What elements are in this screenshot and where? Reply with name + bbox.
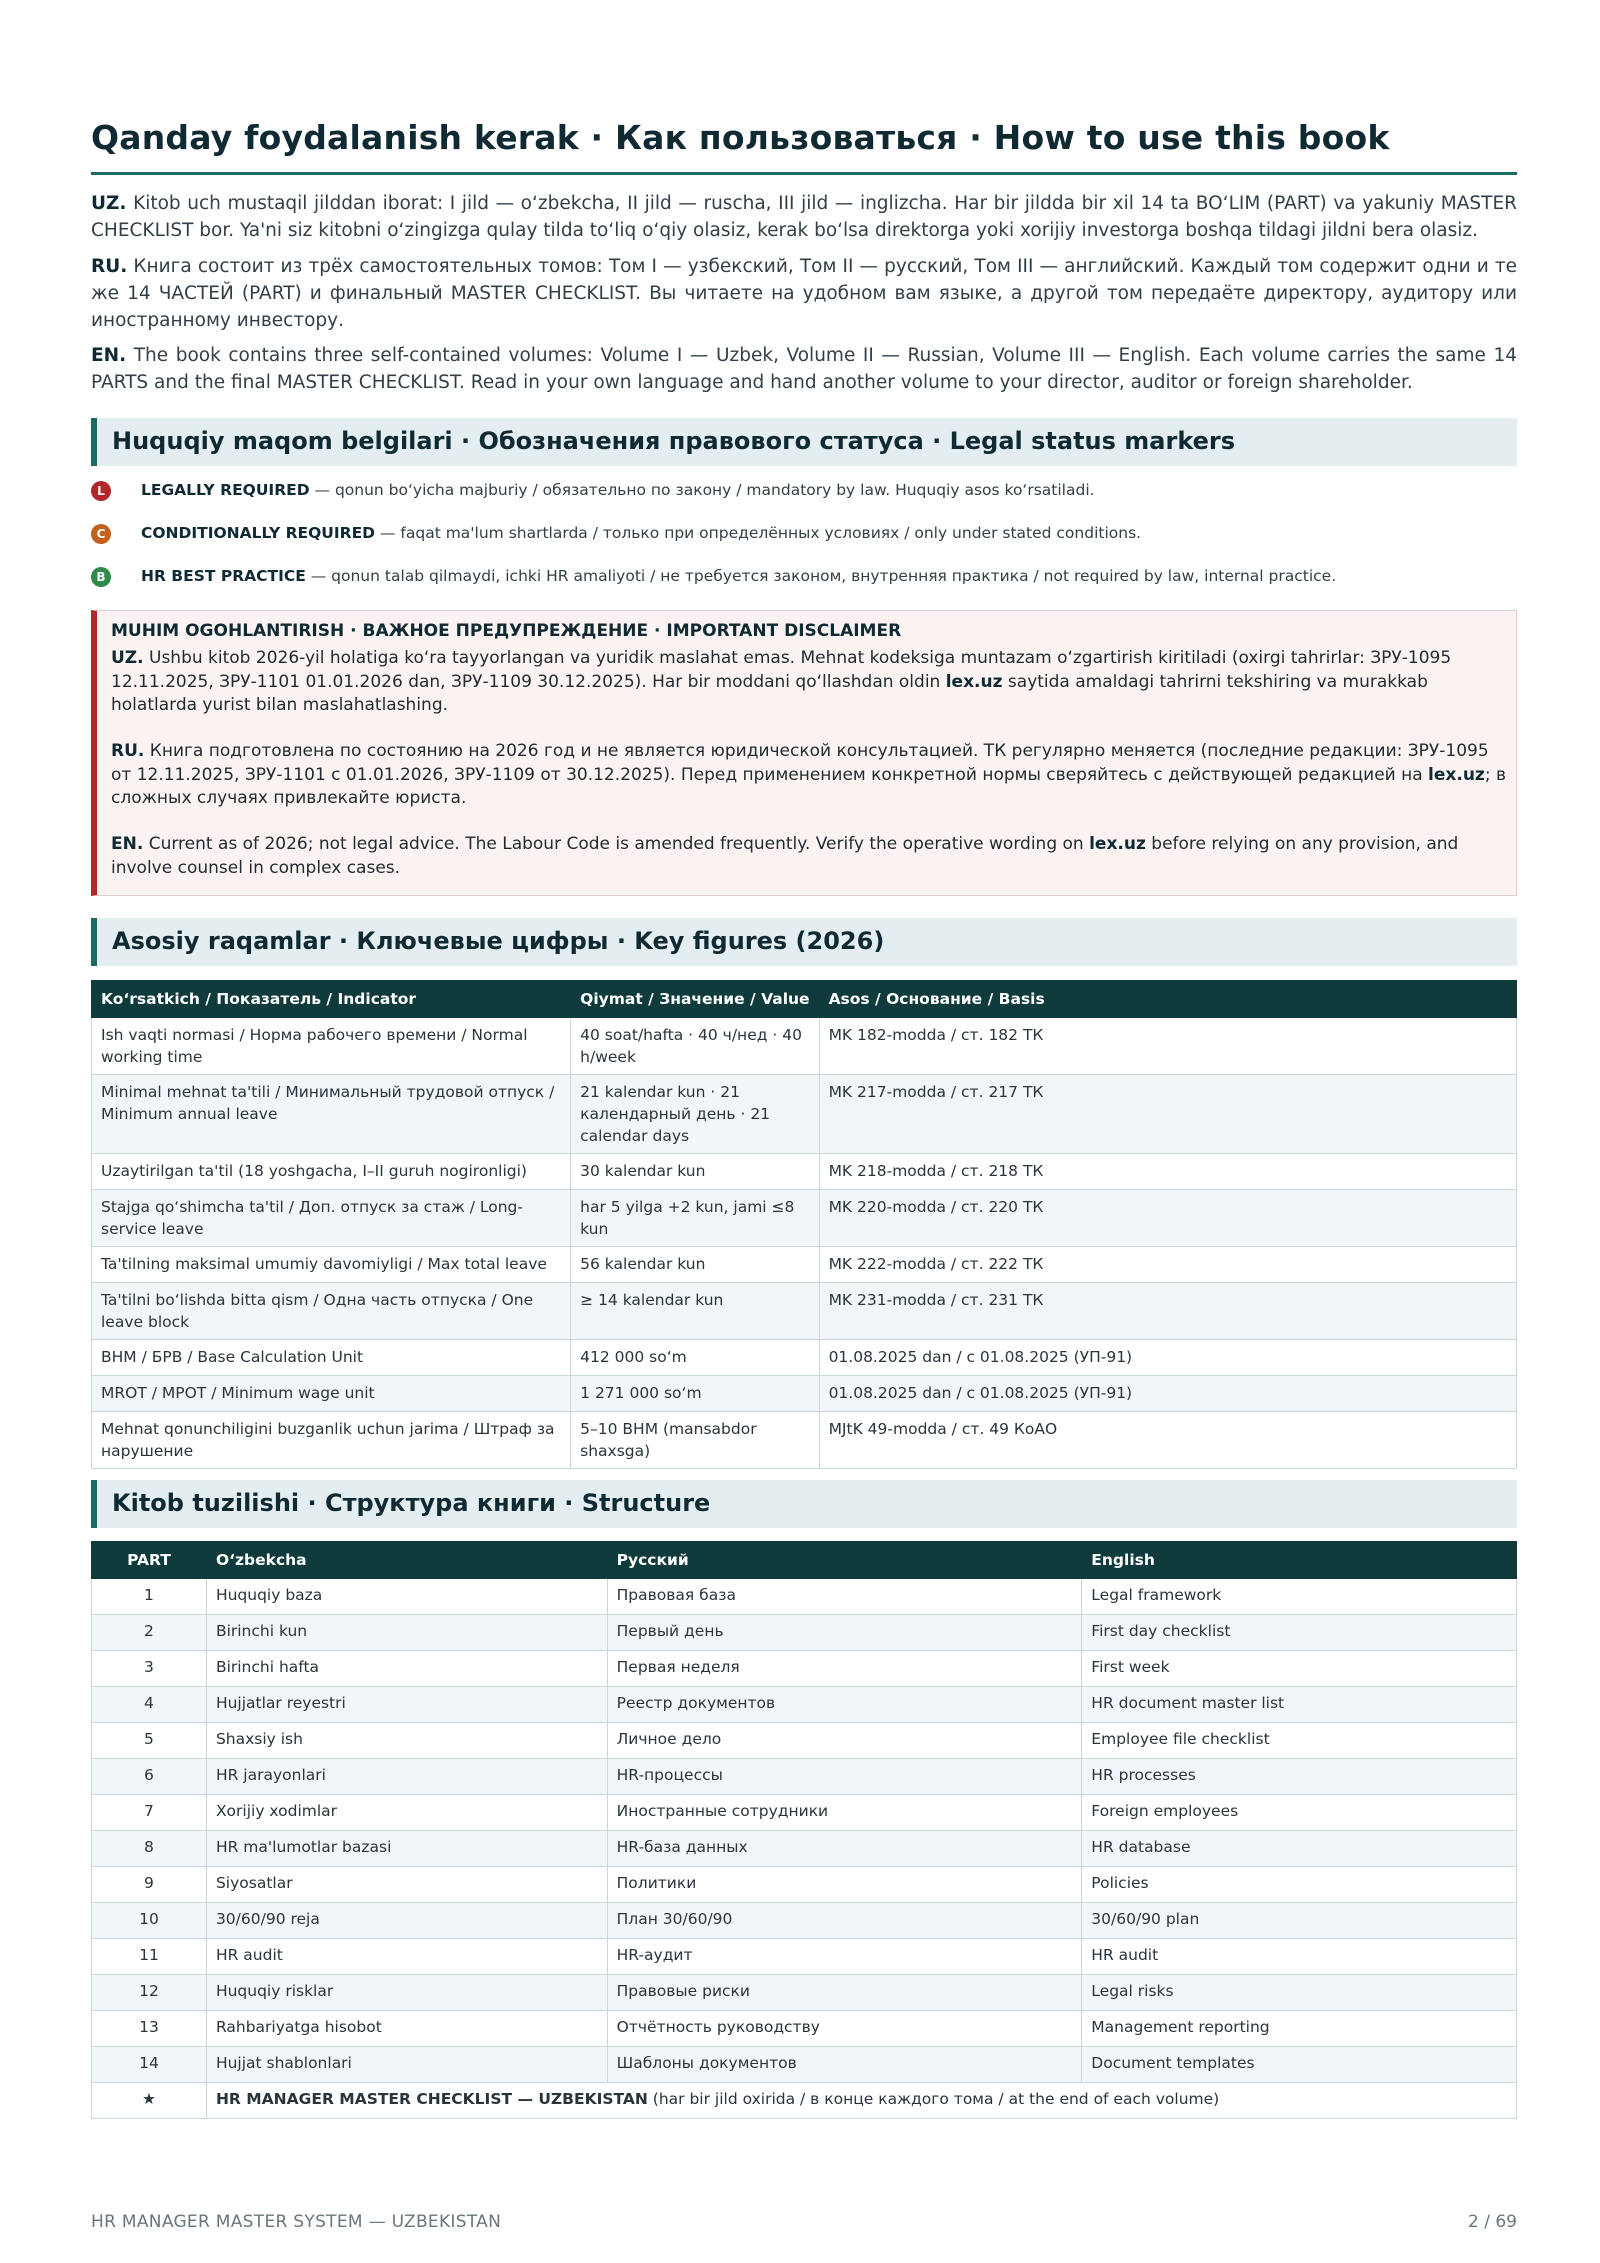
legal-marker-icon: L: [91, 481, 111, 501]
page-number: 2 / 69: [1468, 2212, 1517, 2232]
table-cell: Xorijiy xodimlar: [206, 1795, 607, 1831]
table-cell: [206, 2083, 1516, 2119]
table-cell: First day checklist: [1082, 1615, 1517, 1651]
table-cell: 01.08.2025 dan / с 01.08.2025 (УП-91): [819, 1340, 1516, 1376]
part-number: 5: [92, 1723, 207, 1759]
table-cell: MK 222-modda / ст. 222 ТК: [819, 1247, 1516, 1283]
table-cell: Ish vaqti normasi / Норма рабочего времени / Normal working time: [92, 1018, 571, 1075]
table-cell: MK 217-modda / ст. 217 ТК: [819, 1075, 1516, 1154]
intro-ru: [91, 253, 1517, 334]
table-cell: HR-аудит: [607, 1939, 1082, 1975]
table-cell: MK 182-modda / ст. 182 ТК: [819, 1018, 1516, 1075]
marker-description: — faqat ma'lum shartlarda / только при определённых условиях / only under stated conditions.: [375, 524, 1142, 542]
table-cell: HR-база данных: [607, 1831, 1082, 1867]
disclaimer-text: saytida amaldagi tahrirni tekshiring va murakkab holatlarda yurist bilan maslahatlashing.: [111, 671, 1428, 715]
table-cell: Foreign employees: [1082, 1795, 1517, 1831]
marker-description: — qonun talab qilmaydi, ichki HR amaliyoti / не требуется законом, внутренняя практика / not required by law, internal practice.: [305, 567, 1337, 585]
star-icon: ★: [92, 2083, 207, 2119]
table-cell: Ta'tilning maksimal umumiy davomiyligi / Max total leave: [92, 1247, 571, 1283]
part-number: 7: [92, 1795, 207, 1831]
table-row: [92, 1075, 1517, 1154]
table-cell: Первая неделя: [607, 1651, 1082, 1687]
table-row: [92, 1615, 1517, 1651]
table-row: [92, 1412, 1517, 1469]
table-cell: Stajga qo‘shimcha ta'til / Доп. отпуск за стаж / Long-service leave: [92, 1190, 571, 1247]
table-cell: Management reporting: [1082, 2011, 1517, 2047]
intro-lang-label: UZ.: [91, 193, 127, 214]
key-figures-table: [91, 980, 1517, 1469]
disclaimer-text: Current as of 2026; not legal advice. The Labour Code is amended frequently. Verify the operative wording on: [148, 834, 1090, 854]
table-cell: Legal risks: [1082, 1975, 1517, 2011]
part-number: 6: [92, 1759, 207, 1795]
table-row: [92, 1831, 1517, 1867]
table-row: [92, 1579, 1517, 1615]
marker-legally-required: [91, 478, 1517, 508]
part-number: 1: [92, 1579, 207, 1615]
table-cell: HR audit: [206, 1939, 607, 1975]
table-row: [92, 1376, 1517, 1412]
marker-label: LEGALLY REQUIRED: [141, 481, 310, 499]
column-header: Qiymat / Значение / Value: [571, 981, 819, 1018]
table-cell: Birinchi hafta: [206, 1651, 607, 1687]
lex-uz-link[interactable]: lex.uz: [1428, 764, 1485, 785]
table-cell: Правовая база: [607, 1579, 1082, 1615]
disclaimer-uz: [111, 647, 1506, 718]
lex-uz-link[interactable]: lex.uz: [945, 671, 1003, 692]
table-cell: HR processes: [1082, 1759, 1517, 1795]
disclaimer-text: Книга подготовлена по состоянию на 2026 год и не является юридической консультацией. ТК регулярно меняется (последние редакции: ЗРУ-1095 от 12.11.2025, ЗРУ-1101 с 01.01.2026, ЗРУ-1109 от 30.12.2025). Перед применением конкретной нормы сверяйтесь с действующей редакцией на: [111, 741, 1489, 785]
disclaimer-ru: [111, 740, 1506, 811]
table-cell: 56 kalendar kun: [571, 1247, 819, 1283]
table-row: [92, 1759, 1517, 1795]
table-row: [92, 1795, 1517, 1831]
table-row: [92, 1975, 1517, 2011]
column-header: Русский: [607, 1542, 1082, 1579]
table-cell: HR document master list: [1082, 1687, 1517, 1723]
table-cell: First week: [1082, 1651, 1517, 1687]
table-row: [92, 1867, 1517, 1903]
table-cell: HR-процессы: [607, 1759, 1082, 1795]
table-cell: Siyosatlar: [206, 1867, 607, 1903]
table-cell: Uzaytirilgan ta'til (18 yoshgacha, I–II guruh nogironligi): [92, 1154, 571, 1190]
table-row: [92, 1154, 1517, 1190]
part-number: 11: [92, 1939, 207, 1975]
table-row: [92, 1340, 1517, 1376]
table-cell: 01.08.2025 dan / с 01.08.2025 (УП-91): [819, 1376, 1516, 1412]
marker-label: CONDITIONALLY REQUIRED: [141, 524, 376, 542]
table-cell: 5–10 BHM (mansabdor shaxsga): [571, 1412, 819, 1469]
table-cell: Hujjat shablonlari: [206, 2047, 607, 2083]
best-practice-marker-icon: B: [91, 567, 111, 587]
table-cell: Policies: [1082, 1867, 1517, 1903]
part-number: 9: [92, 1867, 207, 1903]
section-heading-text: Huquqiy maqom belgilari · Обозначения правового статуса · Legal status markers: [112, 427, 1236, 455]
intro-en: [91, 342, 1517, 396]
table-cell: Huquqiy risklar: [206, 1975, 607, 2011]
table-cell: 30 kalendar kun: [571, 1154, 819, 1190]
disclaimer-text: Ushbu kitob 2026-yil holatiga ko‘ra tayyorlangan va yuridik maslahat emas. Mehnat kodeksiga muntazam o‘zgartirish kiritiladi (oxirgi tahrirlar: ЗРУ-1095 12.11.2025, ЗРУ-1101 01.01.2026 dan, ЗРУ-1109 30.12.2025). Har bir moddani qo‘llashdan oldin: [111, 648, 1452, 692]
table-row: [92, 2011, 1517, 2047]
table-cell: Shaxsiy ish: [206, 1723, 607, 1759]
part-number: 13: [92, 2011, 207, 2047]
intro-text: Книга состоит из трёх самостоятельных томов: Том I — узбекский, Том II — русский, Том III — английский. Каждый том содержит одни и те же 14 ЧАСТЕЙ (PART) и финальный MASTER CHECKLIST. Вы читаете на удобном вам языке, а другой том передаёте директору, аудитору или иностранному инвестору.: [91, 256, 1517, 331]
lex-uz-link[interactable]: lex.uz: [1089, 834, 1146, 854]
table-cell: Личное дело: [607, 1723, 1082, 1759]
intro-text: Kitob uch mustaqil jilddan iborat: I jild — o‘zbekcha, II jild — ruscha, III jild — inglizcha. Har bir jildda bir xil 14 ta BO‘LIM (PART) va yakuniy MASTER CHECKLIST bor. Ya'ni siz kitobni o‘zingizga qulay tilda to‘liq o‘qiy olasiz, kerak bo‘lsa direktorga yoki xorijiy investorga boshqa tildagi jildni bera olasiz.: [91, 193, 1517, 241]
disclaimer-text: before relying on any provision, and involve counsel in complex cases.: [111, 834, 1459, 878]
table-cell: BHM / БРВ / Base Calculation Unit: [92, 1340, 571, 1376]
structure-table: [91, 1541, 1517, 2119]
section-heading-key-figures: [91, 918, 1517, 966]
disclaimer-en: [111, 833, 1506, 880]
marker-best-practice: [91, 564, 1517, 594]
page-title: Qanday foydalanish kerak · Как пользоваться · How to use this book: [91, 118, 1390, 157]
table-cell: Ta'tilni bo‘lishda bitta qism / Одна часть отпуска / One leave block: [92, 1283, 571, 1340]
disclaimer-title: MUHIM OGOHLANTIRISH · ВАЖНОЕ ПРЕДУПРЕЖДЕНИЕ · IMPORTANT DISCLAIMER: [111, 621, 902, 641]
table-cell: 30/60/90 plan: [1082, 1903, 1517, 1939]
table-row: [92, 2047, 1517, 2083]
table-cell: Шаблоны документов: [607, 2047, 1082, 2083]
column-header: PART: [92, 1542, 207, 1579]
intro-lang-label: EN.: [91, 345, 127, 366]
table-row: [92, 1283, 1517, 1340]
table-cell: MK 220-modda / ст. 220 ТК: [819, 1190, 1516, 1247]
column-header: O‘zbekcha: [206, 1542, 607, 1579]
table-row: [92, 1018, 1517, 1075]
column-header: Ko‘rsatkich / Показатель / Indicator: [92, 981, 571, 1018]
intro-lang-label: RU.: [91, 256, 128, 277]
intro-text: The book contains three self-contained volumes: Volume I — Uzbek, Volume II — Russian, Volume III — English. Each volume carries the same 14 PARTS and the final MASTER CHECKLIST. Read in your own language and hand another volume to your director, auditor or foreign shareholder.: [91, 345, 1517, 393]
table-cell: Mehnat qonunchiligini buzganlik uchun jarima / Штраф за нарушение: [92, 1412, 571, 1469]
table-cell: HR audit: [1082, 1939, 1517, 1975]
table-cell: Политики: [607, 1867, 1082, 1903]
table-cell: Отчётность руководству: [607, 2011, 1082, 2047]
table-row: [92, 1247, 1517, 1283]
intro-uz: [91, 190, 1517, 244]
title-divider: [91, 172, 1517, 175]
disclaimer-lang-label: EN.: [111, 834, 144, 854]
table-cell: Иностранные сотрудники: [607, 1795, 1082, 1831]
table-cell: План 30/60/90: [607, 1903, 1082, 1939]
table-cell: har 5 yilga +2 kun, jami ≤8 kun: [571, 1190, 819, 1247]
disclaimer-lang-label: RU.: [111, 741, 145, 761]
table-cell: Реестр документов: [607, 1687, 1082, 1723]
part-number: 3: [92, 1651, 207, 1687]
table-cell: HR database: [1082, 1831, 1517, 1867]
table-cell: Birinchi kun: [206, 1615, 607, 1651]
master-checklist-note: (har bir jild oxirida / в конце каждого тома / at the end of each volume): [647, 2090, 1220, 2108]
part-number: 10: [92, 1903, 207, 1939]
table-cell: HR ma'lumotlar bazasi: [206, 1831, 607, 1867]
table-cell: Hujjatlar reyestri: [206, 1687, 607, 1723]
table-header-row: [92, 1542, 1517, 1579]
table-row: [92, 1651, 1517, 1687]
table-cell: ≥ 14 kalendar kun: [571, 1283, 819, 1340]
table-cell: Employee file checklist: [1082, 1723, 1517, 1759]
table-row: [92, 1190, 1517, 1247]
table-cell: Minimal mehnat ta'tili / Минимальный трудовой отпуск / Minimum annual leave: [92, 1075, 571, 1154]
table-cell: Document templates: [1082, 2047, 1517, 2083]
part-number: 2: [92, 1615, 207, 1651]
table-cell: 40 soat/hafta · 40 ч/нед · 40 h/week: [571, 1018, 819, 1075]
table-cell: MK 218-modda / ст. 218 ТК: [819, 1154, 1516, 1190]
table-row: [92, 1903, 1517, 1939]
master-checklist-title: HR MANAGER MASTER CHECKLIST — UZBEKISTAN: [215, 2090, 648, 2108]
part-number: 12: [92, 1975, 207, 2011]
part-number: 8: [92, 1831, 207, 1867]
table-row: [92, 1723, 1517, 1759]
marker-conditionally-required: [91, 521, 1517, 551]
table-cell: Rahbariyatga hisobot: [206, 2011, 607, 2047]
column-header: Asos / Основание / Basis: [819, 981, 1516, 1018]
table-cell: 21 kalendar kun · 21 календарный день · 21 calendar days: [571, 1075, 819, 1154]
marker-label: HR BEST PRACTICE: [141, 567, 306, 585]
table-cell: MROT / МРОТ / Minimum wage unit: [92, 1376, 571, 1412]
master-checklist-row: [92, 2083, 1517, 2119]
table-cell: Legal framework: [1082, 1579, 1517, 1615]
table-cell: MK 231-modda / ст. 231 ТК: [819, 1283, 1516, 1340]
table-cell: 1 271 000 so‘m: [571, 1376, 819, 1412]
part-number: 14: [92, 2047, 207, 2083]
table-cell: Правовые риски: [607, 1975, 1082, 2011]
table-cell: 412 000 so‘m: [571, 1340, 819, 1376]
disclaimer-lang-label: UZ.: [111, 648, 144, 668]
footer-title: HR MANAGER MASTER SYSTEM — UZBEKISTAN: [91, 2212, 502, 2232]
disclaimer-box: [91, 610, 1517, 896]
section-heading-text: Kitob tuzilishi · Структура книги · Structure: [112, 1489, 711, 1517]
part-number: 4: [92, 1687, 207, 1723]
section-heading-text: Asosiy raqamlar · Ключевые цифры · Key figures (2026): [112, 927, 885, 955]
table-cell: HR jarayonlari: [206, 1759, 607, 1795]
conditional-marker-icon: C: [91, 524, 111, 544]
disclaimer-text: ; в сложных случаях привлекайте юриста.: [111, 764, 1506, 808]
section-heading-structure: [91, 1480, 1517, 1528]
marker-description: — qonun bo‘yicha majburiy / обязательно по закону / mandatory by law. Huquqiy asos ko‘rsatiladi.: [309, 481, 1095, 499]
table-cell: Первый день: [607, 1615, 1082, 1651]
table-row: [92, 1687, 1517, 1723]
table-cell: 30/60/90 reja: [206, 1903, 607, 1939]
table-row: [92, 1939, 1517, 1975]
table-cell: Huquqiy baza: [206, 1579, 607, 1615]
column-header: English: [1082, 1542, 1517, 1579]
table-header-row: [92, 981, 1517, 1018]
section-heading-status: [91, 418, 1517, 466]
table-cell: MJtK 49-modda / ст. 49 КоАО: [819, 1412, 1516, 1469]
